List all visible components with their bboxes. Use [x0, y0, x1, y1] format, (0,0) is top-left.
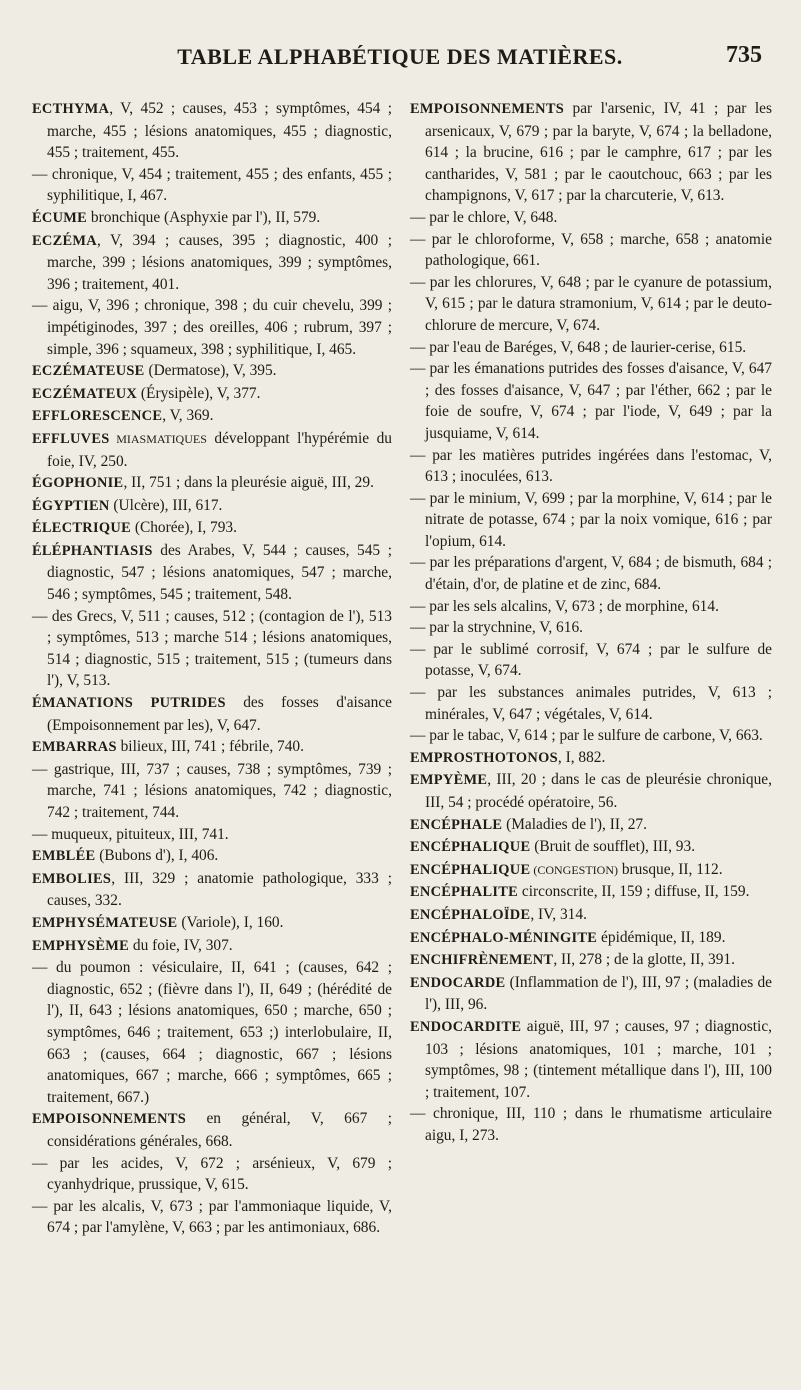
entry-references: , V, 369. — [162, 407, 214, 425]
index-subentry — [410, 207, 772, 229]
index-subentry — [32, 164, 392, 207]
entry-references: , III, 329 ; anatomie pathologique, 333 ; causes, 332. — [47, 869, 392, 910]
entry-headword: EFFLORESCENCE — [32, 408, 163, 425]
index-entry — [32, 230, 392, 296]
index-subentry — [32, 759, 392, 824]
entry-headword: EMPROSTHOTONOS — [410, 749, 558, 766]
entry-references: , V, 394 ; causes, 395 ; diagnostic, 400 ; marche, 399 ; lésions anatomiques, 399 ; symptômes, 396 ; traitement, 401. — [47, 231, 392, 293]
index-entry — [32, 912, 392, 935]
index-entry — [32, 845, 392, 868]
index-entry — [32, 495, 392, 518]
entry-references: en général, V, 667 ; considérations générales, 668. — [47, 1110, 392, 1150]
index-subentry — [410, 725, 772, 747]
index-entry — [32, 207, 392, 230]
index-entry — [410, 814, 772, 837]
entry-headword: EFFLUVES — [32, 430, 110, 447]
index-subentry — [410, 272, 772, 337]
entry-references: par les substances animales putrides, V, 613 ; minérales, V, 647 ; végétales, V, 614. — [425, 684, 772, 723]
entry-references: , V, 452 ; causes, 453 ; symptômes, 454 ; marche, 455 ; lésions anatomiques, 455 ; diagnostic, 455 ; traitement, 455. — [47, 100, 392, 162]
index-subentry — [410, 596, 772, 618]
entry-references: par l'eau de Baréges, V, 648 ; de laurier-cerise, 615. — [429, 338, 747, 356]
entry-headword: EMPYÈME — [410, 772, 488, 789]
entry-references: par les alcalis, V, 673 ; par l'ammoniaque liquide, V, 674 ; par l'amylène, V, 663 ; par les antimoniaux, 686. — [47, 1197, 392, 1237]
entry-references: , I, 882. — [557, 748, 606, 766]
index-entry — [410, 859, 772, 882]
page-number: 735 — [726, 42, 762, 68]
index-entry — [32, 428, 392, 472]
left-column — [32, 98, 392, 1239]
entry-headword: EMBOLIES — [32, 870, 112, 887]
entry-headword: ÉMANATIONS PUTRIDES — [32, 695, 226, 712]
index-subentry — [32, 606, 392, 692]
entry-headword: ÉLECTRIQUE — [32, 520, 131, 537]
entry-references: (Bruit de soufflet), III, 93. — [530, 838, 696, 856]
entry-references: du foie, IV, 307. — [129, 936, 233, 954]
index-entry — [32, 736, 392, 759]
entry-headword: ENCÉPHALIQUE — [410, 839, 531, 856]
entry-references: (Érysipèle), V, 377. — [137, 384, 261, 402]
index-entry — [410, 1016, 772, 1103]
index-subentry — [410, 682, 772, 725]
entry-headword: ÉCUME — [32, 209, 88, 226]
entry-qualifier: MIASMATIQUES — [109, 431, 207, 446]
index-entry — [32, 383, 392, 406]
entry-references: (Ulcère), III, 617. — [109, 496, 223, 514]
entry-references: par la strychnine, V, 616. — [429, 619, 583, 637]
entry-references: muqueux, pituiteux, III, 741. — [51, 825, 229, 843]
index-subentry — [410, 445, 772, 488]
entry-references: par l'arsenic, IV, 41 ; par les arsenicaux, V, 679 ; par la baryte, V, 674 ; la belladone, 614 ; la brucine, 616 ; par le camphre, 617 ; par les cantharides, V, 581 ; par le caoutchouc, 663 ; par les champignons, V, 617 ; par la charcuterie, V, 613. — [425, 100, 772, 205]
entry-references: des Arabes, V, 544 ; causes, 545 ; diagnostic, 547 ; lésions anatomiques, 547 ; marche, 546 ; symptômes, 545 ; traitement, 548. — [47, 541, 392, 604]
entry-references: (Variole), I, 160. — [177, 913, 284, 931]
index-entry — [32, 98, 392, 164]
entry-references: bronchique (Asphyxie par l'), II, 579. — [87, 208, 321, 226]
entry-headword: EMPOISONNEMENTS — [410, 101, 565, 117]
index-subentry — [410, 639, 772, 682]
entry-references: du poumon : vésiculaire, II, 641 ; (causes, 642 ; diagnostic, 652 ; (fièvre dans l'), II, 649 ; (hérédité de l'), II, 643 ; lésions anatomiques, 650 ; marche, 650 ; symptômes, 646 ; traitement, 653 ;) interlobulaire, II, 663 ; (causes, 664 ; diagnostic, 667 ; lésions anatomiques, 667 ; marche, 666 ; symptômes, 665 ; traitement, 667.) — [47, 959, 392, 1106]
index-entry — [32, 868, 392, 912]
entry-references: bilieux, III, 741 ; fébrile, 740. — [116, 738, 304, 756]
entry-references: (Bubons d'), I, 406. — [95, 847, 219, 865]
entry-references: développant l'hypérémie du foie, IV, 250. — [47, 429, 392, 470]
index-entry — [410, 98, 772, 207]
index-entry — [410, 972, 772, 1016]
index-entry — [410, 927, 772, 950]
index-entry — [410, 949, 772, 972]
index-subentry — [410, 488, 772, 553]
page-title: TABLE ALPHABÉTIQUE DES MATIÈRES. — [177, 44, 623, 69]
entry-references: par les sels alcalins, V, 673 ; de morphine, 614. — [429, 597, 719, 615]
entry-headword: ENCÉPHALOÏDE — [410, 906, 531, 923]
entry-references: par le minium, V, 699 ; par la morphine, V, 614 ; par le nitrate de potasse, 674 ; par la noix vomique, 616 ; par l'opium, 614. — [425, 489, 772, 550]
index-entry — [32, 540, 392, 606]
entry-references: par les matières putrides ingérées dans l'estomac, V, 613 ; inoculées, 613. — [425, 446, 772, 486]
entry-headword: ÉGOPHONIE — [32, 475, 124, 492]
entry-references: par le chloroforme, V, 658 ; marche, 658 ; anatomie pathologique, 661. — [425, 230, 772, 270]
index-subentry — [32, 824, 392, 846]
index-entry — [410, 904, 772, 927]
entry-references: , II, 278 ; de la glotte, II, 391. — [553, 951, 735, 969]
entry-references: , III, 20 ; dans le cas de pleurésie chronique, III, 54 ; procédé opératoire, 56. — [425, 771, 772, 811]
entry-headword: ENCÉPHALE — [410, 816, 503, 833]
index-entry — [32, 692, 392, 736]
index-entry — [410, 881, 772, 904]
entry-references: gastrique, III, 737 ; causes, 738 ; symptômes, 739 ; marche, 741 ; lésions anatomiques, 742 ; diagnostic, 742 ; traitement, 744. — [47, 760, 392, 821]
entry-references: (Dermatose), V, 395. — [144, 362, 277, 380]
entry-references: (Inflammation de l'), III, 97 ; (maladies de l'), III, 96. — [425, 973, 772, 1014]
entry-headword: ENCÉPHALITE — [410, 884, 519, 901]
entry-references: par le chlore, V, 648. — [429, 208, 558, 226]
entry-headword: ENDOCARDITE — [410, 1018, 522, 1035]
entry-references: (Maladies de l'), II, 27. — [502, 815, 647, 833]
entry-headword: EMPHYSÉMATEUSE — [32, 914, 178, 931]
entry-references: par le sublimé corrosif, V, 674 ; par le sulfure de potasse, V, 674. — [425, 640, 772, 680]
index-subentry — [32, 1196, 392, 1239]
entry-references: , IV, 314. — [530, 905, 587, 923]
entry-references: circonscrite, II, 159 ; diffuse, II, 159. — [518, 883, 750, 901]
index-subentry — [410, 617, 772, 639]
entry-headword: ECZÉMA — [32, 232, 97, 249]
entry-headword: ECZÉMATEUSE — [32, 363, 145, 380]
index-subentry — [32, 957, 392, 1108]
entry-headword: ENCÉPHALIQUE — [410, 861, 531, 878]
entry-headword: EMBLÉE — [32, 848, 96, 865]
entry-headword: ENDOCARDE — [410, 974, 506, 991]
entry-references: aiguë, III, 97 ; causes, 97 ; diagnostic, 103 ; lésions anatomiques, 101 ; marche, 101 ; symptômes, 98 ; (tintement métallique dans l'), III, 100 ; traitement, 107. — [425, 1017, 772, 1101]
entry-references: par les acides, V, 672 ; arsénieux, V, 679 ; cyanhydrique, prussique, V, 615. — [47, 1154, 392, 1194]
index-entry — [32, 517, 392, 540]
entry-headword: EMPOISONNEMENTS — [32, 1111, 187, 1128]
index-subentry — [410, 1103, 772, 1146]
entry-qualifier: (CONGESTION) — [530, 862, 618, 877]
entry-headword: ECTHYMA — [32, 101, 110, 117]
entry-headword: EMBARRAS — [32, 739, 117, 756]
entry-references: épidémique, II, 189. — [597, 928, 726, 946]
right-column — [410, 98, 772, 1147]
entry-references: , II, 751 ; dans la pleurésie aiguë, III, 29. — [123, 474, 374, 492]
index-subentry — [32, 1153, 392, 1196]
entry-references: chronique, V, 454 ; traitement, 455 ; des enfants, 455 ; syphilitique, I, 467. — [47, 165, 392, 205]
index-entry — [32, 1108, 392, 1152]
entry-headword: ÉLÉPHANTIASIS — [32, 542, 153, 559]
index-entry — [410, 769, 772, 813]
index-subentry — [410, 552, 772, 595]
entry-references: aigu, V, 396 ; chronique, 398 ; du cuir chevelu, 399 ; impétiginodes, 397 ; des oreilles, 406 ; rubrum, 397 ; simple, 396 ; squameux, 398 ; syphilitique, I, 465. — [47, 297, 392, 358]
entry-references: par les préparations d'argent, V, 684 ; de bismuth, 684 ; d'étain, d'or, de platine et de zinc, 684. — [425, 554, 772, 594]
index-entry — [32, 405, 392, 428]
entry-headword: ECZÉMATEUX — [32, 385, 138, 402]
entry-references: par le tabac, V, 614 ; par le sulfure de carbone, V, 663. — [429, 727, 763, 745]
entry-headword: ÉGYPTIEN — [32, 497, 110, 514]
index-subentry — [410, 358, 772, 444]
entry-headword: ENCÉPHALO-MÉNINGITE — [410, 929, 598, 946]
entry-references: par les émanations putrides des fosses d'aisance, V, 647 ; des fosses d'aisance, V, 647 ; par l'éther, 662 ; par le foie de soufre, V, 674 ; par l'iode, V, 649 ; par la jusquiame, V, 614. — [425, 360, 772, 442]
index-subentry — [32, 295, 392, 360]
entry-references: des Grecs, V, 511 ; causes, 512 ; (contagion de l'), 513 ; symptômes, 513 ; marche 514 ; lésions anatomiques, 514 ; diagnostic, 515 ; traitement, 515 ; (tumeurs dans l'), V, 513. — [47, 607, 392, 690]
index-entry — [32, 935, 392, 958]
entry-references: des fosses d'aisance (Empoisonnement par les), V, 647. — [47, 694, 392, 734]
entry-headword: ENCHIFRÈNEMENT — [410, 952, 554, 969]
entry-references: brusque, II, 112. — [618, 860, 723, 878]
entry-headword: EMPHYSÈME — [32, 937, 130, 954]
index-entry — [32, 472, 392, 495]
index-subentry — [410, 229, 772, 272]
index-entry — [32, 360, 392, 383]
entry-references: par les chlorures, V, 648 ; par le cyanure de potassium, V, 615 ; par le datura stramonium, V, 614 ; par le deuto-chlorure de mercure, V, 674. — [425, 273, 772, 334]
index-entry — [410, 747, 772, 770]
entry-references: (Chorée), I, 793. — [130, 519, 237, 537]
entry-references: chronique, III, 110 ; dans le rhumatisme articulaire aigu, I, 273. — [425, 1105, 772, 1144]
index-entry — [410, 836, 772, 859]
index-subentry — [410, 337, 772, 359]
page-header — [26, 44, 774, 84]
